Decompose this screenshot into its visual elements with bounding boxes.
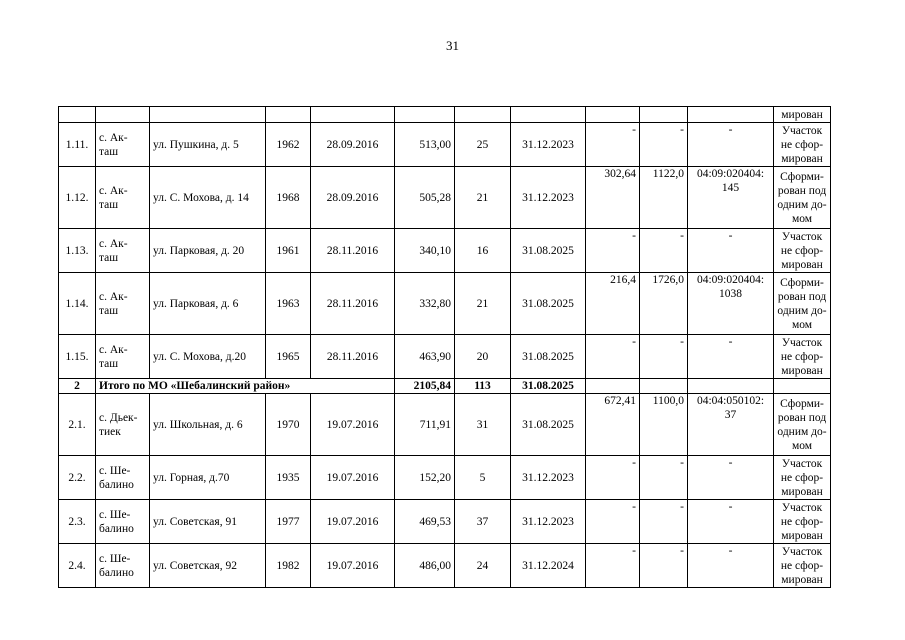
year-cell: 1962 <box>266 123 311 167</box>
cadastral-cell: 04:09:020404: 145 <box>688 167 774 229</box>
total-area: 2105,84 <box>395 379 455 394</box>
land-area-cell: - <box>586 123 640 167</box>
date-cell: 28.11.2016 <box>311 229 395 273</box>
cadastral-cell: - <box>688 123 774 167</box>
residents-cell: 37 <box>455 500 511 544</box>
total-empty <box>688 379 774 394</box>
settlement-cell: с. Ше-балино <box>96 544 150 588</box>
row-number: 1.12. <box>59 167 96 229</box>
year-cell: 1961 <box>266 229 311 273</box>
status-cell: Участок не сфор-мирован <box>774 335 831 379</box>
area-cell: 513,00 <box>395 123 455 167</box>
total-empty <box>640 379 688 394</box>
deadline-cell: 31.12.2023 <box>511 167 586 229</box>
date-cell: 28.09.2016 <box>311 123 395 167</box>
date-cell: 19.07.2016 <box>311 544 395 588</box>
table-row <box>59 544 831 588</box>
page-number: 31 <box>446 38 459 53</box>
residents-cell: 16 <box>455 229 511 273</box>
address-cell: ул. Парковая, д. 6 <box>150 273 266 335</box>
cadastral-cell: - <box>688 229 774 273</box>
residents-cell: 21 <box>455 167 511 229</box>
cost-cell: - <box>640 500 688 544</box>
year-cell: 1970 <box>266 394 311 456</box>
date-cell: 19.07.2016 <box>311 500 395 544</box>
deadline-cell: 31.12.2023 <box>511 500 586 544</box>
status-cell: Участок не сфор-мирован <box>774 229 831 273</box>
address-cell: ул. Советская, 91 <box>150 500 266 544</box>
deadline-cell: 31.08.2025 <box>511 335 586 379</box>
year-cell: 1968 <box>266 167 311 229</box>
year-cell: 1935 <box>266 456 311 500</box>
total-label: Итого по МО «Шебалинский район» <box>96 379 395 394</box>
address-cell: ул. Пушкина, д. 5 <box>150 123 266 167</box>
table-row <box>59 456 831 500</box>
cadastral-cell: - <box>688 335 774 379</box>
status-cell: Участок не сфор-мирован <box>774 544 831 588</box>
cadastral-cell: - <box>688 544 774 588</box>
residents-cell: 20 <box>455 335 511 379</box>
table-row <box>59 123 831 167</box>
status-cell: Участок не сфор-мирован <box>774 456 831 500</box>
cost-cell: 1726,0 <box>640 273 688 335</box>
housing-table <box>58 106 831 588</box>
area-cell: 486,00 <box>395 544 455 588</box>
table-row <box>59 500 831 544</box>
date-cell: 19.07.2016 <box>311 394 395 456</box>
settlement-cell: с. Ак-таш <box>96 167 150 229</box>
table-row <box>59 335 831 379</box>
deadline-cell: 31.08.2025 <box>511 273 586 335</box>
cost-cell: - <box>640 123 688 167</box>
land-area-cell: 302,64 <box>586 167 640 229</box>
row-number: 1.11. <box>59 123 96 167</box>
residents-cell: 24 <box>455 544 511 588</box>
status-cell: Сформи-рован под одним до-мом <box>774 394 831 456</box>
total-row <box>59 379 831 394</box>
row-number: 2.1. <box>59 394 96 456</box>
cadastral-cell: - <box>688 500 774 544</box>
status-cell: Участок не сфор-мирован <box>774 123 831 167</box>
table-row <box>59 167 831 229</box>
land-area-cell: 672,41 <box>586 394 640 456</box>
settlement-cell: с. Дьек-тиек <box>96 394 150 456</box>
row-number: 2.4. <box>59 544 96 588</box>
table-row <box>59 394 831 456</box>
deadline-cell: 31.12.2024 <box>511 544 586 588</box>
year-cell: 1965 <box>266 335 311 379</box>
land-area-cell: - <box>586 229 640 273</box>
total-empty <box>774 379 831 394</box>
land-area-cell: - <box>586 335 640 379</box>
cadastral-cell: 04:09:020404: 1038 <box>688 273 774 335</box>
residents-cell: 21 <box>455 273 511 335</box>
address-cell: ул. С. Мохова, д.20 <box>150 335 266 379</box>
total-deadline: 31.08.2025 <box>511 379 586 394</box>
year-cell: 1977 <box>266 500 311 544</box>
deadline-cell: 31.12.2023 <box>511 456 586 500</box>
status-cell: Участок не сфор-мирован <box>774 500 831 544</box>
settlement-cell: с. Ше-балино <box>96 456 150 500</box>
cost-cell: 1122,0 <box>640 167 688 229</box>
area-cell: 469,53 <box>395 500 455 544</box>
total-number: 2 <box>59 379 96 394</box>
cost-cell: 1100,0 <box>640 394 688 456</box>
land-area-cell: - <box>586 456 640 500</box>
total-empty <box>586 379 640 394</box>
address-cell: ул. Советская, 92 <box>150 544 266 588</box>
status-cell: Сформи-рован под одним до-мом <box>774 167 831 229</box>
continuation-row <box>59 107 831 123</box>
cost-cell: - <box>640 456 688 500</box>
year-cell: 1963 <box>266 273 311 335</box>
area-cell: 152,20 <box>395 456 455 500</box>
date-cell: 28.09.2016 <box>311 167 395 229</box>
row-number: 2.2. <box>59 456 96 500</box>
settlement-cell: с. Ак-таш <box>96 273 150 335</box>
date-cell: 19.07.2016 <box>311 456 395 500</box>
area-cell: 340,10 <box>395 229 455 273</box>
address-cell: ул. С. Мохова, д. 14 <box>150 167 266 229</box>
address-cell: ул. Школьная, д. 6 <box>150 394 266 456</box>
date-cell: 28.11.2016 <box>311 335 395 379</box>
land-area-cell: 216,4 <box>586 273 640 335</box>
table-row <box>59 273 831 335</box>
total-residents: 113 <box>455 379 511 394</box>
area-cell: 463,90 <box>395 335 455 379</box>
residents-cell: 5 <box>455 456 511 500</box>
residents-cell: 25 <box>455 123 511 167</box>
cost-cell: - <box>640 229 688 273</box>
settlement-cell: с. Ше-балино <box>96 500 150 544</box>
land-area-cell: - <box>586 500 640 544</box>
settlement-cell: с. Ак-таш <box>96 123 150 167</box>
deadline-cell: 31.08.2025 <box>511 394 586 456</box>
year-cell: 1982 <box>266 544 311 588</box>
cost-cell: - <box>640 544 688 588</box>
row-number: 1.14. <box>59 273 96 335</box>
cadastral-cell: 04:04:050102: 37 <box>688 394 774 456</box>
settlement-cell: с. Ак-таш <box>96 335 150 379</box>
area-cell: 332,80 <box>395 273 455 335</box>
status-cell: Сформи-рован под одним до-мом <box>774 273 831 335</box>
continuation-status: мирован <box>774 107 831 123</box>
land-area-cell: - <box>586 544 640 588</box>
row-number: 2.3. <box>59 500 96 544</box>
row-number: 1.13. <box>59 229 96 273</box>
area-cell: 505,28 <box>395 167 455 229</box>
address-cell: ул. Парковая, д. 20 <box>150 229 266 273</box>
date-cell: 28.11.2016 <box>311 273 395 335</box>
row-number: 1.15. <box>59 335 96 379</box>
table-row <box>59 229 831 273</box>
cost-cell: - <box>640 335 688 379</box>
address-cell: ул. Горная, д.70 <box>150 456 266 500</box>
deadline-cell: 31.08.2025 <box>511 229 586 273</box>
deadline-cell: 31.12.2023 <box>511 123 586 167</box>
residents-cell: 31 <box>455 394 511 456</box>
settlement-cell: с. Ак-таш <box>96 229 150 273</box>
area-cell: 711,91 <box>395 394 455 456</box>
cadastral-cell: - <box>688 456 774 500</box>
